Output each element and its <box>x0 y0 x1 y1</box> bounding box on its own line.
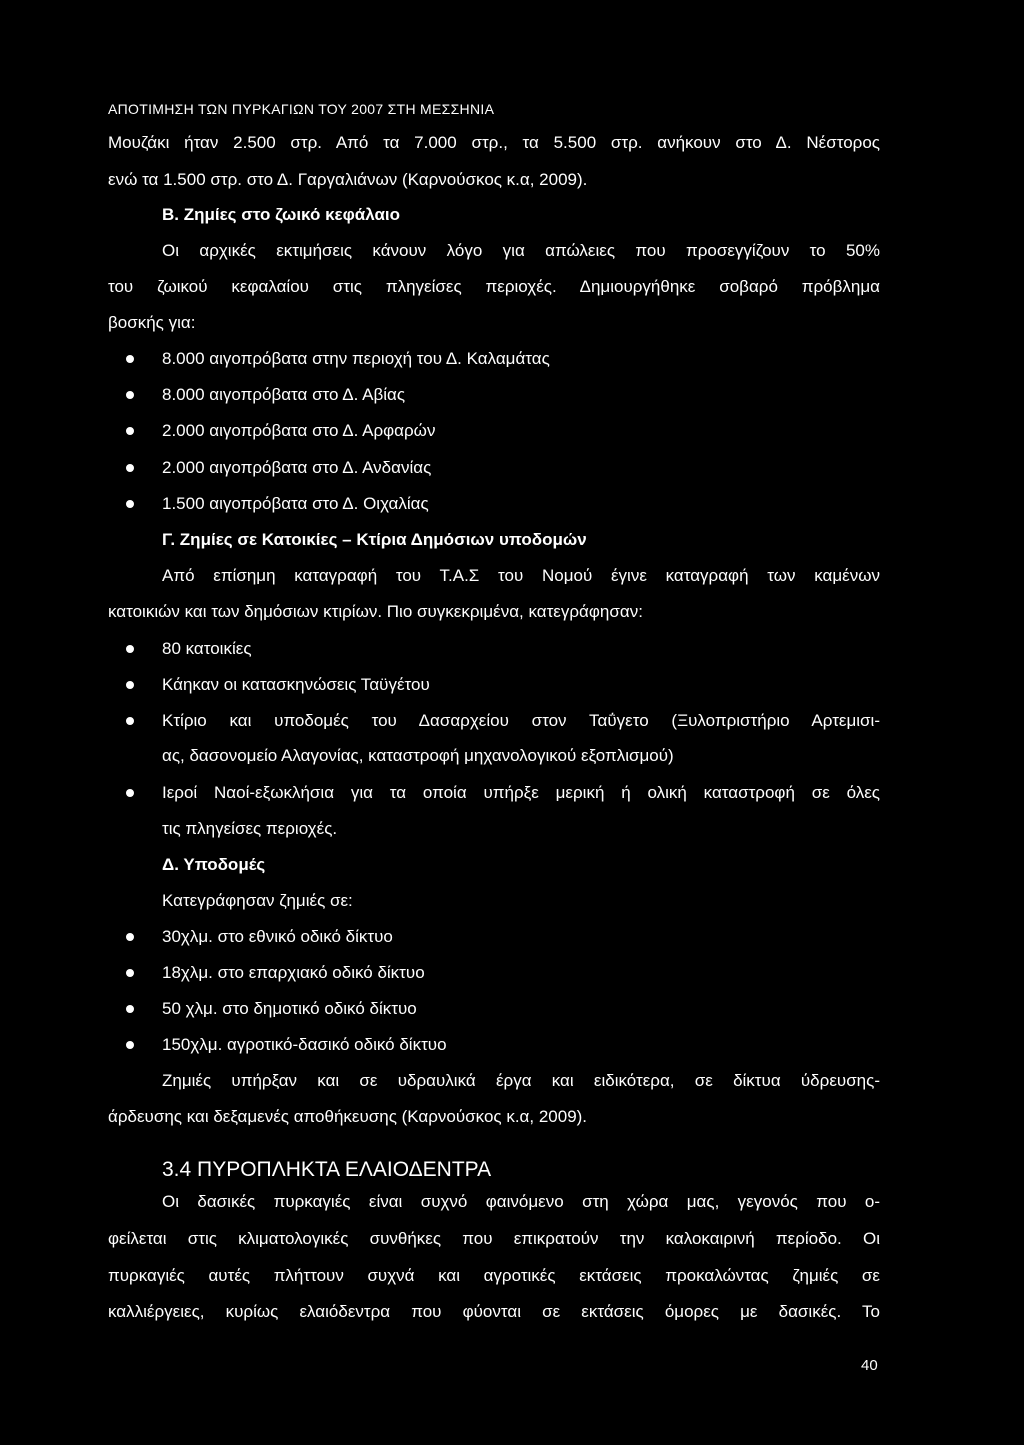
bullet-icon <box>126 391 134 399</box>
list-item: 50 χλμ. στο δημοτικό οδικό δίκτυο <box>162 999 417 1018</box>
bullet-icon <box>126 933 134 941</box>
paragraph-line: του ζωικού κεφαλαίου στις πληγείσες περιοχές. Δημιουργήθηκε σοβαρό πρόβλημα <box>108 277 880 296</box>
list-item: 80 κατοικίες <box>162 639 252 658</box>
list-item: 150χλμ. αγροτικό-δασικό οδικό δίκτυο <box>162 1035 447 1054</box>
paragraph-line: Οι αρχικές εκτιμήσεις κάνουν λόγο για απώλειες που προσεγγίζουν το 50% <box>162 241 880 260</box>
paragraph-line: βοσκής για: <box>108 313 196 332</box>
page-number: 40 <box>861 1357 878 1374</box>
list-item: 2.000 αιγοπρόβατα στο Δ. Αρφαρών <box>162 421 436 440</box>
bullet-icon <box>126 427 134 435</box>
paragraph-line: Ζημιές υπήρξαν και σε υδραυλικά έργα και ειδικότερα, σε δίκτυα ύδρευσης- <box>162 1071 880 1090</box>
section-d-intro: Κατεγράφησαν ζημιές σε: <box>162 891 353 910</box>
list-item: 30χλμ. στο εθνικό οδικό δίκτυο <box>162 927 393 946</box>
bullet-icon <box>126 500 134 508</box>
bullet-icon <box>126 355 134 363</box>
intro-line: Μουζάκι ήταν 2.500 στρ. Από τα 7.000 στρ., τα 5.500 στρ. ανήκουν στο Δ. Νέστορος <box>108 133 880 152</box>
bullet-icon <box>126 1005 134 1013</box>
list-item-continuation: ας, δασονομείο Αλαγονίας, καταστροφή μηχανολογικού εξοπλισμού) <box>162 746 674 765</box>
paragraph-line: Οι δασικές πυρκαγιές είναι συχνό φαινόμενο στη χώρα μας, γεγονός που ο- <box>162 1192 880 1211</box>
bullet-icon <box>126 681 134 689</box>
intro-line: ενώ τα 1.500 στρ. στο Δ. Γαργαλιάνων (Καρνούσκος κ.α, 2009). <box>108 170 588 189</box>
running-header: ΑΠΟΤΙΜΗΣΗ ΤΩΝ ΠΥΡΚΑΓΙΩΝ ΤΟΥ 2007 ΣΤΗ ΜΕΣΣΗΝΙΑ <box>108 101 495 117</box>
section-c-heading: Γ. Ζημίες σε Κατοικίες – Κτίρια Δημόσιων υποδομών <box>162 530 587 549</box>
list-item: 8.000 αιγοπρόβατα στο Δ. Αβίας <box>162 385 406 404</box>
list-item: 18χλμ. στο επαρχιακό οδικό δίκτυο <box>162 963 425 982</box>
paragraph-line: Από επίσημη καταγραφή του Τ.Α.Σ του Νομού έγινε καταγραφή των καμένων <box>162 566 880 585</box>
paragraph-line: φείλεται στις κλιματολογικές συνθήκες που επικρατούν την καλοκαιρινή περίοδο. Οι <box>108 1229 880 1248</box>
paragraph-line: άρδευσης και δεξαμενές αποθήκευσης (Καρνούσκος κ.α, 2009). <box>108 1107 588 1126</box>
section-b-heading: Β. Ζημίες στο ζωικό κεφάλαιο <box>162 205 401 224</box>
bullet-icon <box>126 1041 134 1049</box>
list-item: Κάηκαν οι κατασκηνώσεις Ταϋγέτου <box>162 675 430 694</box>
list-item: 8.000 αιγοπρόβατα στην περιοχή του Δ. Καλαμάτας <box>162 349 550 368</box>
bullet-icon <box>126 789 134 797</box>
paragraph-line: κατοικιών και των δημόσιων κτιρίων. Πιο συγκεκριμένα, κατεγράφησαν: <box>108 602 643 621</box>
bullet-icon <box>126 969 134 977</box>
list-item: 1.500 αιγοπρόβατα στο Δ. Οιχαλίας <box>162 494 429 513</box>
bullet-icon <box>126 464 134 472</box>
bullet-icon <box>126 717 134 725</box>
paragraph-line: πυρκαγιές αυτές πλήττουν συχνά και αγροτικές εκτάσεις προκαλώντας ζημιές σε <box>108 1266 880 1285</box>
section-34-heading: 3.4 ΠΥΡΟΠΛΗΚΤΑ ΕΛΑΙΟΔΕΝΤΡΑ <box>162 1158 492 1181</box>
bullet-icon <box>126 645 134 653</box>
section-d-heading: Δ. Υποδομές <box>162 855 266 874</box>
list-item-continuation: τις πληγείσες περιοχές. <box>162 819 338 838</box>
list-item: Ιεροί Ναοί-εξωκλήσια για τα οποία υπήρξε μερική ή ολική καταστροφή σε όλες <box>162 783 880 802</box>
paragraph-line: καλλιέργειες, κυρίως ελαιόδεντρα που φύονται σε εκτάσεις όμορες με δασικές. Το <box>108 1302 880 1321</box>
list-item: 2.000 αιγοπρόβατα στο Δ. Ανδανίας <box>162 458 432 477</box>
list-item: Κτίριο και υποδομές του Δασαρχείου στον Ταΰγετο (Ξυλοπριστήριο Αρτεμισι- <box>162 711 880 730</box>
